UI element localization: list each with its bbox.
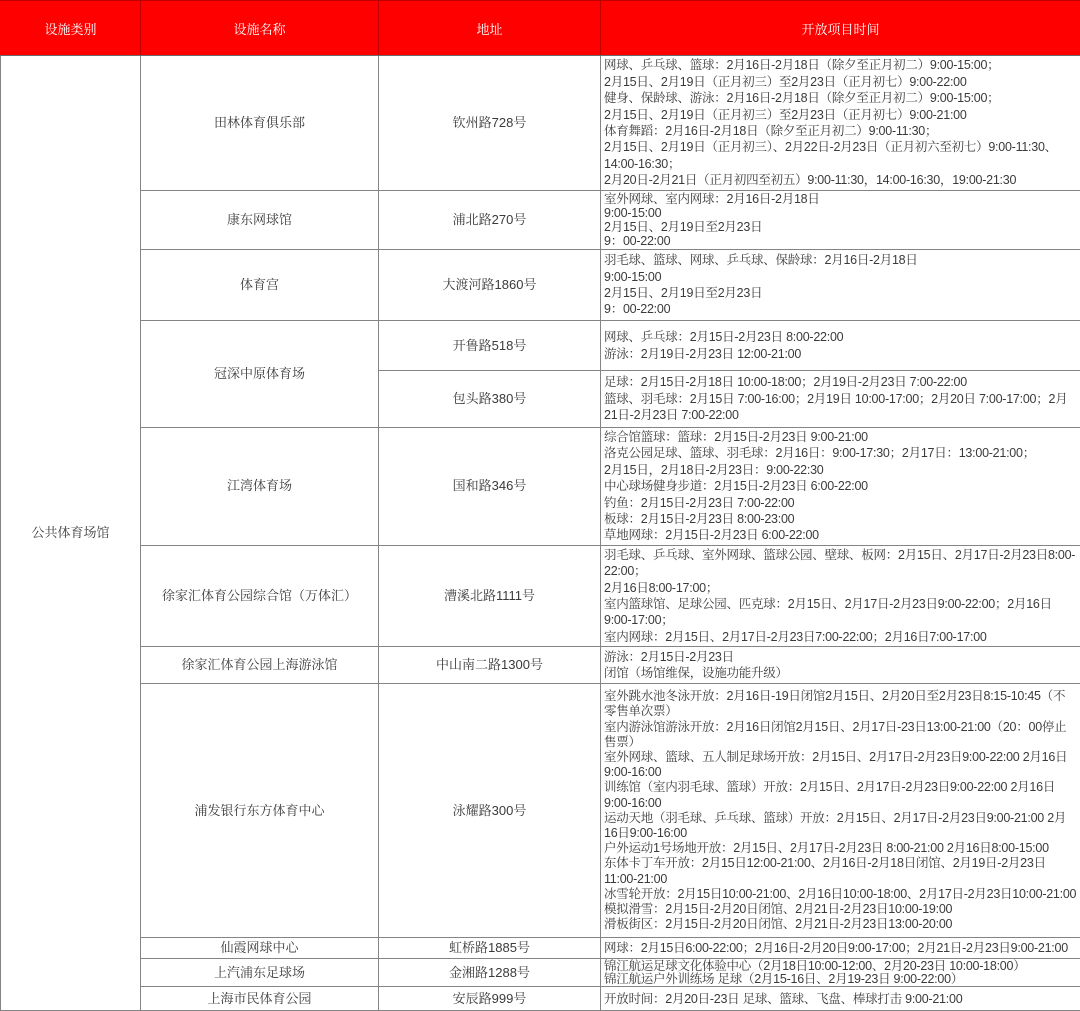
times-line: 室外网球、篮球、五人制足球场开放：2月15日、2月17日-2月23日9:00-22:00 2月16日9:00-16:00 — [604, 750, 1077, 780]
times-line: 钓鱼：2月15日-2月23日 7:00-22:00 — [604, 495, 1077, 511]
facility-name-cell: 徐家汇体育公园综合馆（万体汇） — [141, 545, 379, 646]
facility-name-cell: 仙霞网球中心 — [141, 938, 379, 959]
open-times-cell — [601, 371, 1080, 428]
facility-name-cell: 冠深中原体育场 — [141, 321, 379, 428]
address-cell: 开鲁路518号 — [379, 321, 601, 371]
table-row — [1, 959, 1080, 987]
address-cell: 钦州路728号 — [379, 56, 601, 191]
times-line: 网球、乒乓球：2月15日-2月23日 8:00-22:00 — [604, 329, 1077, 345]
facility-name-cell: 江湾体育场 — [141, 428, 379, 546]
facility-name-cell: 徐家汇体育公园上海游泳馆 — [141, 647, 379, 684]
table-row — [1, 191, 1080, 250]
address-cell: 安辰路999号 — [379, 987, 601, 1011]
times-line: 2月16日8:00-17:00； — [604, 580, 1077, 596]
times-line: 滑板街区：2月15日-2月20日闭馆、2月21日-2月23日13:00-20:00 — [604, 917, 1077, 932]
open-times-cell — [601, 428, 1080, 546]
address-cell: 漕溪北路1111号 — [379, 545, 601, 646]
times-line: 9：00-22:00 — [604, 234, 1077, 248]
facility-name-cell: 上海市民体育公园 — [141, 987, 379, 1011]
times-line: 网球：2月15日6:00-22:00；2月16日-2月20日9:00-17:00；2月21日-2月23日9:00-21:00 — [604, 940, 1077, 956]
times-line: 9：00-22:00 — [604, 301, 1077, 317]
open-times-cell — [601, 684, 1080, 938]
open-times-cell — [601, 250, 1080, 321]
table-row — [1, 56, 1080, 191]
address-cell: 国和路346号 — [379, 428, 601, 546]
times-line: 综合馆篮球：篮球：2月15日-2月23日 9:00-21:00 — [604, 429, 1077, 445]
open-times-cell — [601, 56, 1080, 191]
times-line: 户外运动1号场地开放：2月15日、2月17日-2月23日 8:00-21:00 2月16日8:00-15:00 — [604, 841, 1077, 856]
address-cell: 大渡河路1860号 — [379, 250, 601, 321]
header-row — [1, 1, 1080, 56]
facility-name-cell: 康东网球馆 — [141, 191, 379, 250]
times-line: 9:00-15:00 — [604, 269, 1077, 285]
times-line: 网球、乒乓球、篮球：2月16日-2月18日（除夕至正月初二）9:00-15:00； — [604, 57, 1077, 73]
table-row — [1, 250, 1080, 321]
table-row — [1, 321, 1080, 371]
table-row — [1, 428, 1080, 546]
table-row — [1, 987, 1080, 1011]
facility-name-cell: 体育宫 — [141, 250, 379, 321]
open-times-cell — [601, 987, 1080, 1011]
times-line: 体育舞蹈：2月16日-2月18日（除夕至正月初二）9:00-11:30； — [604, 123, 1077, 139]
facility-name-cell: 田林体育俱乐部 — [141, 56, 379, 191]
table-row — [1, 647, 1080, 684]
times-line: 2月15日、2月19日至2月23日 — [604, 285, 1077, 301]
times-line: 运动天地（羽毛球、乒乓球、篮球）开放：2月15日、2月17日-2月23日9:00-21:00 2月16日9:00-16:00 — [604, 811, 1077, 841]
header-facility-name: 设施名称 — [141, 1, 379, 56]
times-line: 足球：2月15日-2月18日 10:00-18:00；2月19日-2月23日 7:00-22:00 — [604, 374, 1077, 390]
open-times-cell — [601, 647, 1080, 684]
table-row — [1, 545, 1080, 646]
table-row — [1, 684, 1080, 938]
times-line: 2月15日、2月19日（正月初三）、2月22日-2月23日（正月初六至初七）9:00-11:30、14:00-16:30； — [604, 139, 1077, 172]
open-times-cell — [601, 191, 1080, 250]
open-times-cell — [601, 938, 1080, 959]
times-line: 室内网球：2月15日、2月17日-2月23日7:00-22:00；2月16日7:00-17:00 — [604, 629, 1077, 645]
times-line: 草地网球：2月15日-2月23日 6:00-22:00 — [604, 527, 1077, 543]
times-line: 东体卡丁车开放：2月15日12:00-21:00、2月16日-2月18日闭馆、2月19日-2月23日11:00-21:00 — [604, 856, 1077, 886]
times-line: 板球：2月15日-2月23日 8:00-23:00 — [604, 511, 1077, 527]
header-open-times: 开放项目时间 — [601, 1, 1080, 56]
address-cell: 虹桥路1885号 — [379, 938, 601, 959]
table-row — [1, 938, 1080, 959]
times-line: 洛克公园足球、篮球、羽毛球：2月16日：9:00-17:30；2月17日：13:00-21:00； — [604, 445, 1077, 461]
times-line: 锦江航运户外训练场 足球（2月15-16日、2月19-23日 9:00-22:00） — [604, 973, 1077, 986]
times-line: 锦江航运足球文化体验中心（2月18日10:00-12:00、2月20-23日 10:00-18:00） — [604, 960, 1077, 973]
address-cell: 浦北路270号 — [379, 191, 601, 250]
open-times-cell — [601, 321, 1080, 371]
times-line: 开放时间：2月20日-23日 足球、篮球、飞盘、棒球打击 9:00-21:00 — [604, 991, 1077, 1007]
address-cell: 包头路380号 — [379, 371, 601, 428]
times-line: 游泳：2月19日-2月23日 12:00-21:00 — [604, 346, 1077, 362]
times-line: 游泳：2月15日-2月23日 — [604, 649, 1077, 665]
times-line: 室内篮球馆、足球公园、匹克球：2月15日、2月17日-2月23日9:00-22:00；2月16日9:00-17:00； — [604, 596, 1077, 629]
times-line: 2月15日、2月19日（正月初三）至2月23日（正月初七）9:00-22:00 — [604, 74, 1077, 90]
times-line: 模拟滑雪：2月15日-2月20日闭馆、2月21日-2月23日10:00-19:00 — [604, 902, 1077, 917]
times-line: 健身、保龄球、游泳：2月16日-2月18日（除夕至正月初二）9:00-15:00； — [604, 90, 1077, 106]
facility-name-cell: 浦发银行东方体育中心 — [141, 684, 379, 938]
times-line: 羽毛球、篮球、网球、乒乓球、保龄球：2月16日-2月18日 — [604, 252, 1077, 268]
times-line: 2月15日、2月19日至2月23日 — [604, 220, 1077, 234]
times-line: 闭馆（场馆维保，设施功能升级） — [604, 665, 1077, 681]
address-cell: 泳耀路300号 — [379, 684, 601, 938]
times-line: 室内游泳馆游泳开放：2月16日闭馆2月15日、2月17日-23日13:00-21:00（20：00停止售票） — [604, 720, 1077, 750]
open-times-cell — [601, 959, 1080, 987]
times-line: 中心球场健身步道：2月15日-2月23日 6:00-22:00 — [604, 478, 1077, 494]
facility-name-cell: 上汽浦东足球场 — [141, 959, 379, 987]
times-line: 9:00-15:00 — [604, 206, 1077, 220]
times-line: 室外网球、室内网球：2月16日-2月18日 — [604, 192, 1077, 206]
header-address: 地址 — [379, 1, 601, 56]
times-line: 2月15日，2月18日-2月23日：9:00-22:30 — [604, 462, 1077, 478]
category-cell: 公共体育场馆 — [1, 56, 141, 1011]
times-line: 羽毛球、乒乓球、室外网球、篮球公园、壁球、板网：2月15日、2月17日-2月23日8:00-22:00； — [604, 547, 1077, 580]
times-line: 冰雪轮开放：2月15日10:00-21:00、2月16日10:00-18:00、2月17日-2月23日10:00-21:00 — [604, 887, 1077, 902]
times-line: 2月20日-2月21日（正月初四至初五）9:00-11:30，14:00-16:30，19:00-21:30 — [604, 172, 1077, 188]
header-category: 设施类别 — [1, 1, 141, 56]
open-times-cell — [601, 545, 1080, 646]
address-cell: 中山南二路1300号 — [379, 647, 601, 684]
table-body — [1, 56, 1080, 1011]
times-line: 2月15日、2月19日（正月初三）至2月23日（正月初七）9:00-21:00 — [604, 107, 1077, 123]
times-line: 室外跳水池冬泳开放：2月16日-19日闭馆2月15日、2月20日至2月23日8:15-10:45（不零售单次票） — [604, 689, 1077, 719]
address-cell: 金湘路1288号 — [379, 959, 601, 987]
times-line: 训练馆（室内羽毛球、篮球）开放：2月15日、2月17日-2月23日9:00-22:00 2月16日9:00-16:00 — [604, 780, 1077, 810]
times-line: 篮球、羽毛球：2月15日 7:00-16:00；2月19日 10:00-17:00；2月20日 7:00-17:00；2月21日-2月23日 7:00-22:00 — [604, 391, 1077, 424]
